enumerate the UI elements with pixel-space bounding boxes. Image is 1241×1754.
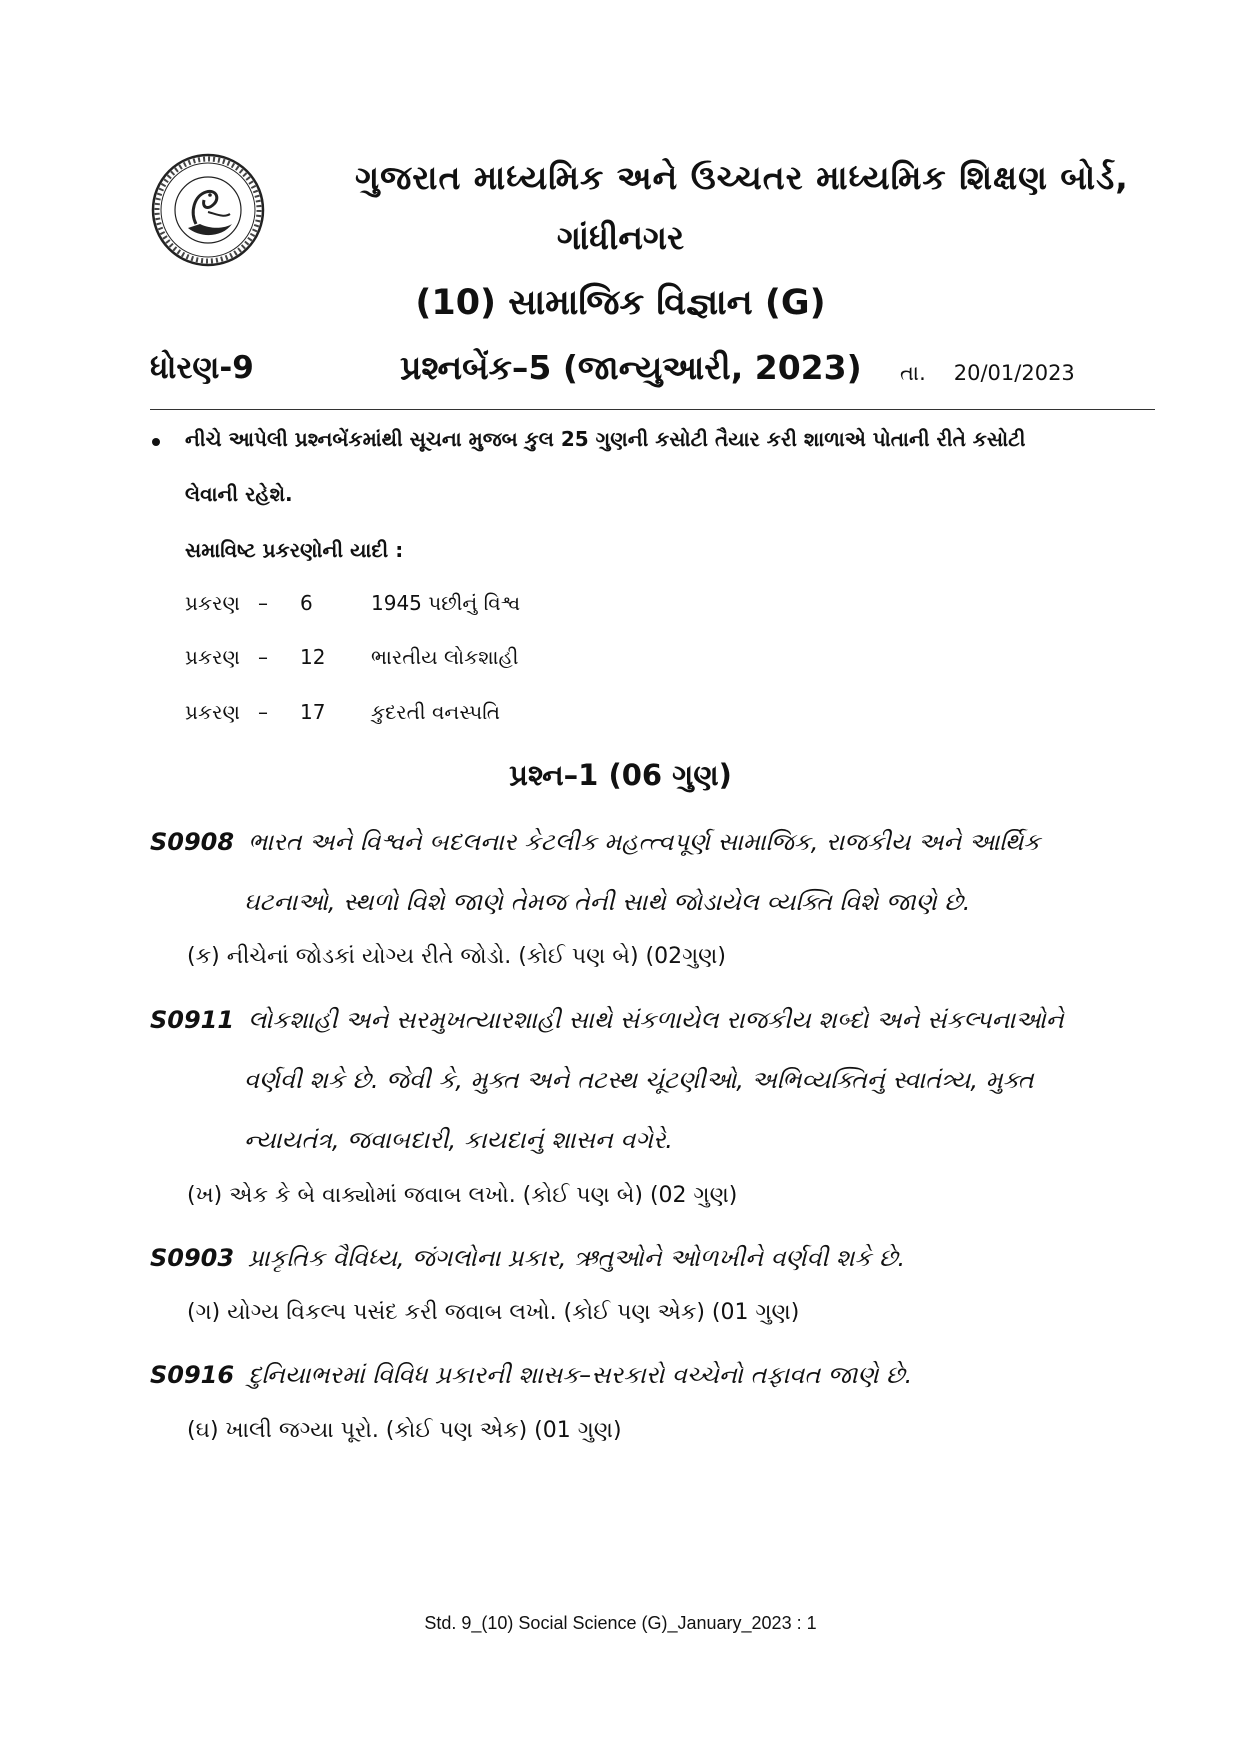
sub-question: (ઘ) ખાલી જગ્યા પૂરો. (કોઈ પણ એક) (01 ગુણ)	[187, 1418, 622, 1443]
topic-label: પ્રકરણ	[185, 591, 240, 615]
outcome-text-line: વર્ણવી શકે છે. જેવી કે, મુક્ત અને તટસ્થ ચૂંટણીઓ, અભિવ્યક્તિનું સ્વાતંત્ર્ય, મુક્ત	[244, 1066, 1034, 1094]
topic-label: પ્રકરણ	[185, 700, 240, 724]
topic-number: 17	[300, 700, 326, 724]
date	[900, 361, 1075, 386]
board-city: ગાંધીનગર	[556, 218, 685, 257]
instruction-line-1: નીચે આપેલી પ્રશ્નબેંકમાંથી સૂચના મુજબ કુલ 25 ગુણની કસોટી તૈયાર કરી શાળાએ પોતાની રીતે કસોટી	[185, 427, 1026, 451]
sub-question: (ગ) યોગ્ય વિકલ્પ પસંદ કરી જવાબ લખો. (કોઈ પણ એક) (01 ગુણ)	[187, 1300, 800, 1325]
topic-number: 12	[300, 645, 326, 669]
topic-dash: –	[258, 645, 268, 669]
question-bank-title: પ્રશ્નબેંક–5 (જાન્યુઆરી, 2023)	[400, 348, 862, 387]
date-value: 20/01/2023	[953, 361, 1075, 385]
topic-label: પ્રકરણ	[185, 645, 240, 669]
subject-title: (10) સામાજિક વિજ્ઞાન (G)	[415, 283, 826, 323]
learning-outcome	[150, 1345, 1140, 1405]
topic-name: 1945 પછીનું વિશ્વ	[371, 591, 521, 615]
topic-number: 6	[300, 591, 313, 615]
outcome-text-line: ભારત અને વિશ્વને બદલનાર કેટલીક મહત્ત્વપૂર્ણ સામાજિક, રાજકીય અને આર્થિક	[248, 828, 1041, 856]
date-label: તા.	[900, 361, 926, 385]
outcome-code: S0911	[150, 1006, 235, 1034]
topic-name: ભારતીય લોકશાહી	[371, 645, 519, 669]
topic-name: કુદરતી વનસ્પતિ	[371, 700, 500, 724]
header-divider	[150, 409, 1155, 410]
sub-question: (ખ) એક કે બે વાક્યોમાં જવાબ લખો. (કોઈ પણ બે) (02 ગુણ)	[187, 1183, 738, 1208]
topic-dash: –	[258, 591, 268, 615]
outcome-code: S0908	[150, 828, 235, 856]
outcome-code: S0903	[150, 1244, 235, 1272]
learning-outcome	[150, 990, 1140, 1170]
page-footer: Std. 9_(10) Social Science (G)_January_2023 : 1	[424, 1613, 817, 1633]
question-heading: પ્રશ્ન–1 (06 ગુણ)	[509, 758, 732, 792]
sub-question: (ક) નીચેનાં જોડકાં યોગ્ય રીતે જોડો. (કોઈ પણ બે) (02ગુણ)	[187, 944, 726, 969]
outcome-text-line: ન્યાયતંત્ર, જવાબદારી, કાયદાનું શાસન વગેરે.	[244, 1126, 673, 1154]
outcome-text-line: ઘટનાઓ, સ્થળો વિશે જાણે તેમજ તેની સાથે જોડાયેલ વ્યક્તિ વિશે જાણે છે.	[244, 888, 971, 916]
bullet-icon	[152, 438, 160, 446]
outcome-code: S0916	[150, 1361, 235, 1389]
learning-outcome	[150, 1228, 1140, 1288]
instruction-line-2: લેવાની રહેશે.	[185, 482, 293, 506]
outcome-text-line: દુનિયાભરમાં વિવિધ પ્રકારની શાસક–સરકારો વચ્ચેનો તફાવત જાણે છે.	[248, 1361, 913, 1389]
board-title: ગુજરાત માધ્યમિક અને ઉચ્ચતર માધ્યમિક શિક્ષણ બોર્ડ,	[355, 158, 1129, 197]
standard-label: ધોરણ-9	[150, 350, 254, 386]
outcome-text-line: પ્રાકૃતિક વૈવિધ્ય, જંગલોના પ્રકાર, ઋતુઓને ઓળખીને વર્ણવી શકે છે.	[248, 1244, 906, 1272]
learning-outcome	[150, 812, 1140, 932]
topic-dash: –	[258, 700, 268, 724]
outcome-text-line: લોકશાહી અને સરમુખત્યારશાહી સાથે સંકળાયેલ રાજકીય શબ્દો અને સંકલ્પનાઓને	[248, 1006, 1064, 1034]
topics-label: સમાવિષ્ટ પ્રકરણોની યાદી :	[185, 538, 404, 562]
